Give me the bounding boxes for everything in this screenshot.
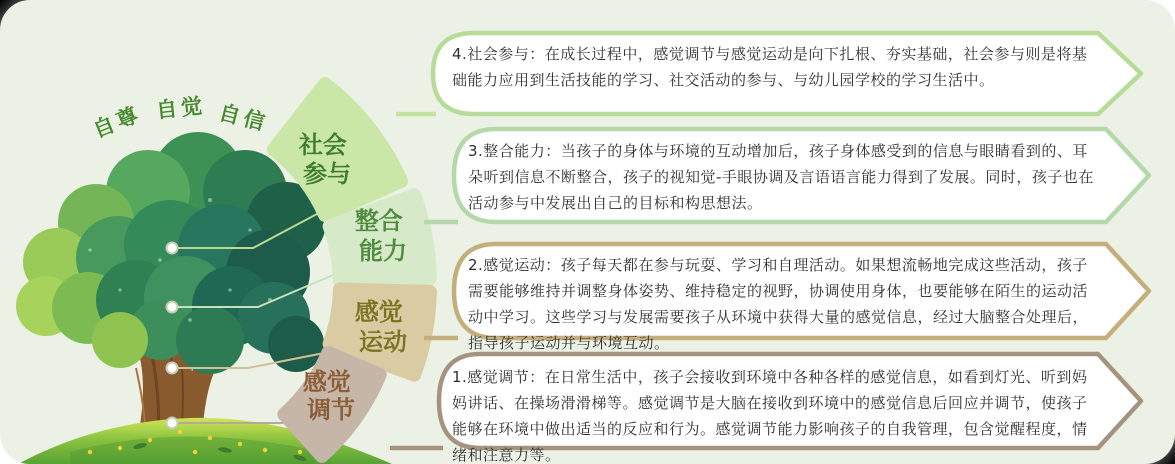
card-text-integration-ability: 3.整合能力：当孩子的身体与环境的互动增加后，孩子身体感受到的信息与眼睛看到的、耳朵听到信息不断整合，孩子的视知觉-手眼协调及言语语言能力得到了发展。同时，孩子也在活动参与中发展出自己的目标和构思想法。 [468, 142, 1094, 212]
motto-word-self-awareness: 自觉 [154, 93, 208, 123]
segment-label-sensory-motor: 感觉 运动 [354, 298, 407, 356]
card-text-sensory-motor: 2.感觉运动：孩子每天都在参与玩耍、学习和自理活动。如果想流畅地完成这些活动，孩子需要能够维持并调整身体姿势、维持稳定的视野，协调使用身体，也要能够在陌生的运动活动中学习。这些学习与发展需要孩子从环境中获得大量的感觉信息，经过大脑整合处理后，指导孩子运动并与环境互动。 [468, 256, 1089, 352]
segment-label-integration-ability: 整合 能力 [354, 207, 407, 265]
card-text-sensory-regulation: 1.感觉调节：在日常生活中，孩子会接收到环境中各种各样的感觉信息，如看到灯光、听到妈妈讲话、在操场滑滑梯等。感觉调节是大脑在接收到环境中的感觉信息后回应并调节，使孩子能够在环境中做出适当的反应和行为。感觉调节能力影响孩子的自我管理，包含觉醒程度，情绪和注意力等。 [452, 368, 1088, 464]
segment-label-sensory-regulation: 感觉 调节 [302, 368, 355, 424]
motto-word-self-confidence: 自信 [216, 100, 271, 136]
motto-word-self-esteem: 自尊 [89, 101, 146, 143]
segment-label-social-participation: 社会 参与 [298, 131, 351, 188]
card-text-social-participation: 4.社会参与：在成长过程中，感觉调节与感觉运动是向下扎根、夯实基础，社会参与则是将基础能力应用到生活技能的学习、社交活动的参与、与幼儿园学校的学习生活中。 [452, 45, 1088, 89]
